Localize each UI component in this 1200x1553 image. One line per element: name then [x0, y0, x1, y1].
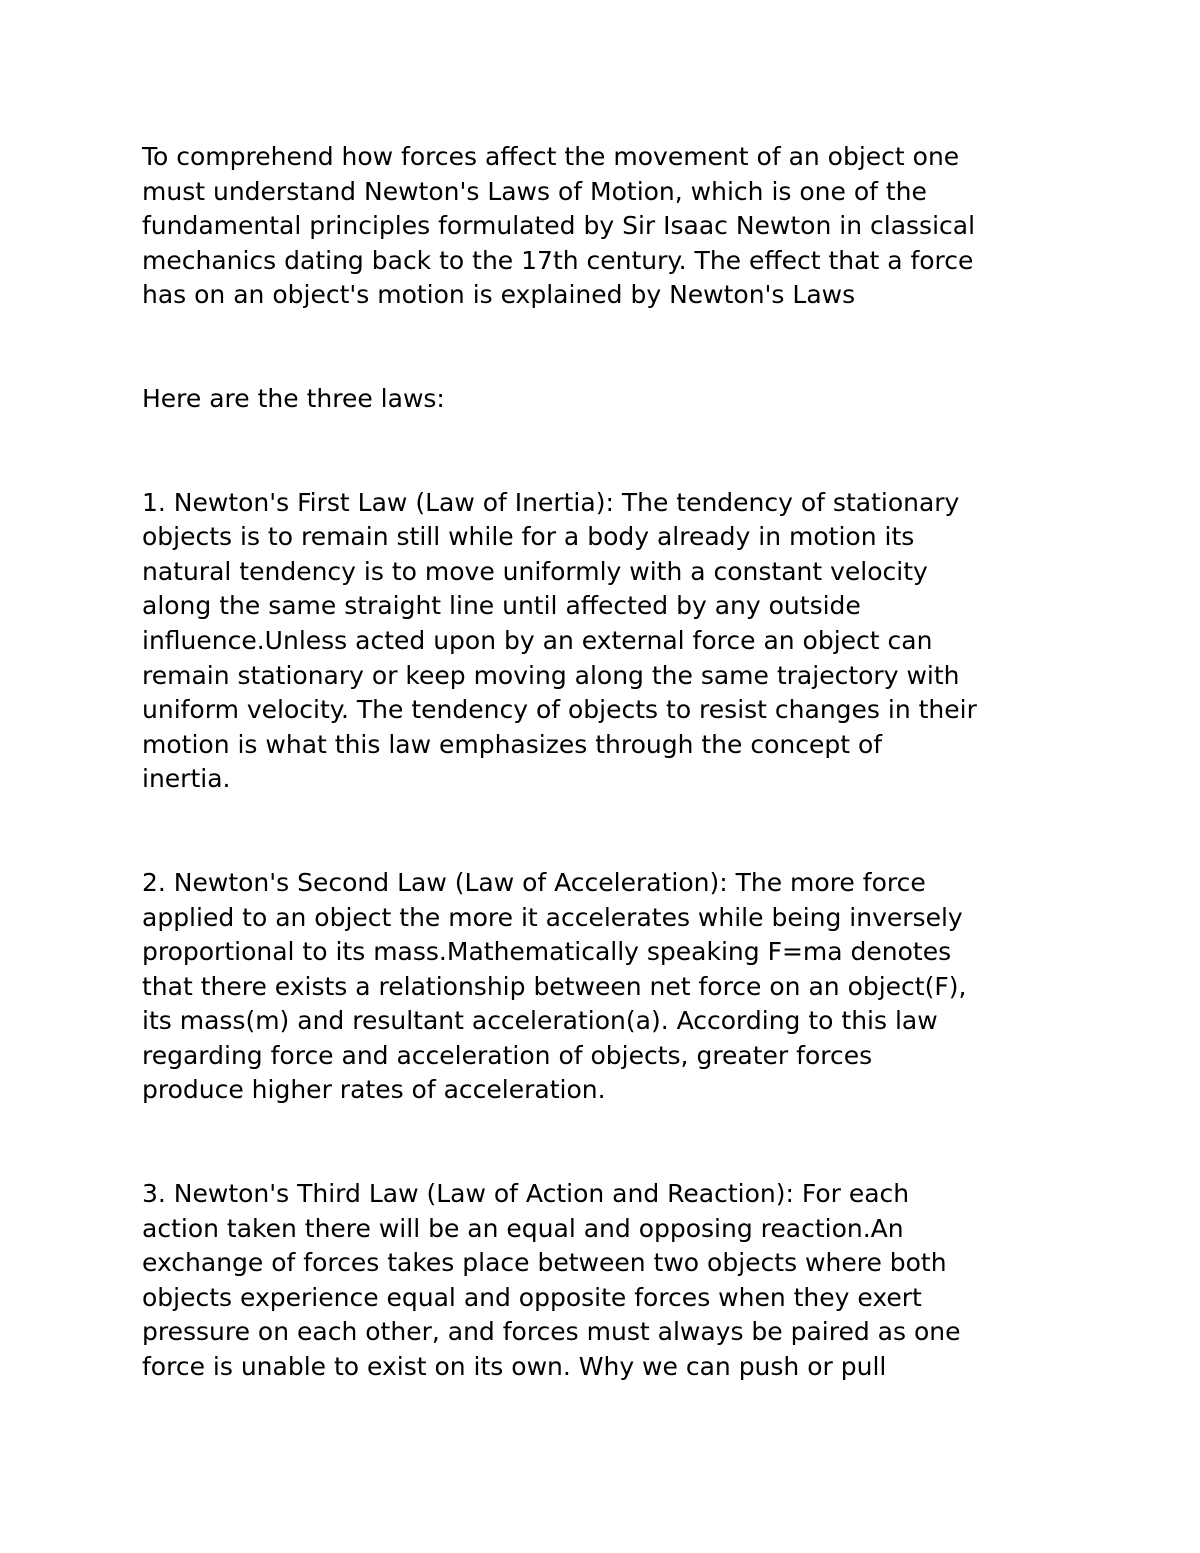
third-law-paragraph: 3. Newton's Third Law (Law of Action and Reaction): For each action taken there will be an equal and opposing reaction.An exchange of forces takes place between two objects where both objects experience equal and opposite forces when they exert pressure on each other, and forces must always be paired as one force is unable to exist on its own. Why we can push or pull [142, 1179, 961, 1382]
first-law-paragraph: 1. Newton's First Law (Law of Inertia): The tendency of stationary objects is to remain still while for a body already in motion its natural tendency is to move uniformly with a constant velocity along the same straight line until affected by any outside influence.Unless acted upon by an external force an object can remain stationary or keep moving along the same trajectory with uniform velocity. The tendency of objects to resist changes in their motion is what this law emphasizes through the concept of inertia. [142, 487, 977, 794]
second-law-paragraph: 2. Newton's Second Law (Law of Acceleration): The more force applied to an object the more it accelerates while being inversely proportional to its mass.Mathematically speaking F=ma denotes that there exists a relationship between net force on an object(F), its mass(m) and resultant acceleration(a). According to this law regarding force and acceleration of objects, greater forces produce higher rates of acceleration. [142, 867, 967, 1105]
document-body [142, 140, 1072, 1385]
laws-intro-paragraph: Here are the three laws: [142, 383, 445, 413]
intro-paragraph: To comprehend how forces affect the movement of an object one must understand Newton's Laws of Motion, which is one of the fundamental principles formulated by Sir Isaac Newton in classical mechanics dating back to the 17th century. The effect that a force has on an object's motion is explained by Newton's Laws [142, 142, 976, 310]
